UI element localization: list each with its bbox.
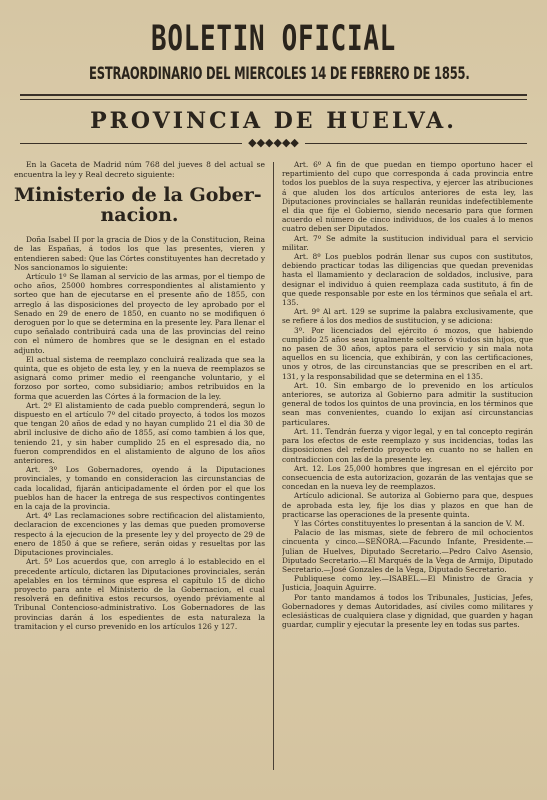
article-paragraph: Art. 12. Los 25,000 hombres que ingresan en el ejército por consecuencia de esta autorizacion, gozarán de las ventajas que se concedan en la nueva ley de reemplazos. bbox=[282, 463, 533, 492]
ministry-heading-line2: nacion. bbox=[100, 204, 179, 227]
article-paragraph: Art. 3º Los Gobernadores, oyendo á la Diputaciones provinciales, y tomando en consideracion las circunstancias de cada localidad, fijarán anticipadamente el órden por el que los pueblos han de hacer la entrega de sus respectivos contingentes en la caja de la provincia. bbox=[14, 465, 265, 512]
province-heading: PROVINCIA DE HUELVA. bbox=[90, 108, 457, 134]
article-paragraph: Y las Córtes constituyentes lo presentan á la sancion de V. M. bbox=[294, 518, 525, 528]
article-paragraph: Por tanto mandamos á todos los Tribunales, Justicias, Jefes, Gobernadores y demas Autoridades, así civiles como militares y eclesiásticas de cualquiera clase y dignidad, que guarden y hagan guardar, cumplir y ejecutar la presente ley en todas sus partes. bbox=[282, 592, 533, 630]
article-paragraph: Publiquese como ley.—ISABEL.—El Ministro de Gracia y Justicia, Joaquin Aguirre. bbox=[282, 574, 533, 593]
article-paragraph: Art. 11. Tendrán fuerza y vigor legal, y en tal concepto regirán para los efectos de este reemplazo y sus incidencias, todas las disposiciones del referido proyecto en cuanto no se hallen en contradiccion con las de la presente ley. bbox=[282, 426, 533, 464]
ornament-divider bbox=[20, 136, 527, 150]
column-divider bbox=[273, 162, 274, 770]
article-paragraph: Art. 7º Se admite la sustitucion individual para el servicio militar. bbox=[282, 233, 533, 252]
ministry-heading-line1: Ministerio de la Gober- bbox=[14, 184, 262, 207]
article-paragraph: Art. 9º Al art. 129 se suprime la palabra exclusivamente, que se refiere á los dos medios de sustitucion, y se adiciona: bbox=[282, 307, 533, 326]
article-paragraph: Doña Isabel II por la gracia de Dios y de la Constitucion, Reina de las Españas, á todos los que las presentes, vieren y entendieren sabed: Que las Córtes constituyentes han decretado y Nos sancionamos lo siguiente: bbox=[14, 235, 265, 272]
ornament-icon: ◆◆◆◆◆◆ bbox=[248, 136, 299, 149]
article-paragraph: Art. 5º Los acuerdos que, con arreglo á lo establecido en el precedente artículo, dictaren las Diputaciones provinciales, serán apelables en los términos que espresa el capítulo 15 de dicho proyecto para ante el Ministerio de la Gobernacion, el cual resolverá en definitiva estos recursos, oyendo préviamente al Tribunal Contencioso-administrativo. Los Gobernadores de las provincias darán á los espedientes de esta naturaleza la tramitacion y el curso prevenido en los artículos 126 y 127. bbox=[14, 557, 265, 631]
article-paragraph: Art. 4º Las reclamaciones sobre rectificacion del alistamiento, declaracion de excenciones y las demas que pueden promoverse respecto á la ejecucion de la presente ley y del proyecto de 29 de enero de 1850 á que se refiere, serán oidas y resueltas por las Diputaciones provinciales. bbox=[14, 511, 265, 558]
article-paragraph: El actual sistema de reemplazo concluirá realizada que sea la quinta, que es objeto de esta ley, y en la nueva de reemplazos se asignará como primer medio el reenganche voluntario, y el forzoso por sorteo, como subsidiario; ambos retribuidos en la forma que acuerden las Córtes á la formacion de la ley. bbox=[14, 354, 265, 401]
article-paragraph: Artículo 1º Se llaman al servicio de las armas, por el tiempo de ocho años, 25000 hombres correspondientes al alistamiento y sorteo que han de ejecutarse en el presente año de 1855, con arreglo á las disposiciones del proyecto de ley aprobado por el Senado en 29 de enero de 1850, en cuanto no se modifiquen ó deroguen por lo que se determina en la presente ley. Para llenar el cupo señalado contribuirá cada una de las provincias del reino con el número de hombres que se le designan en el estado adjunto. bbox=[14, 272, 265, 355]
article-paragraph: Art. 8º Los pueblos podrán llenar sus cupos con sustitutos, debiendo practicar todas las diligencias que quedan prevenidas hasta el llamamiento y declaracion de soldados, inclusive, para designar el individuo á quien reemplaza cada sustituto, á fin de que quede responsable por este en los términos que señala el art. 135. bbox=[282, 252, 533, 308]
article-paragraph: 3º. Por licenciados del ejército ó mozos, que habiendo cumplido 25 años sean igualmente solteros ó viudos sin hijos, que no pasen de 30 años, aptos para el servicio y sin mala nota aquellos en su licencia, que exhibirán, y con las certificaciones, unos y otros, de las circunstancias que se prescriben en el art. 131, y la responsabilidad que se determina en el 135. bbox=[282, 325, 533, 381]
right-column bbox=[282, 160, 533, 770]
divider-line-left bbox=[20, 143, 242, 144]
article-paragraph: Art. 6º A fin de que puedan en tiempo oportuno hacer el repartimiento del cupo que corresponda á cada provincia entre todos los pueblos de la suya respectiva, y ejercer las atribuciones á que aluden los dos artículos anteriores de esta ley, las Diputaciones provinciales se hallarán reunidas indefectiblemente el dia que fije el Gobierno, siendo necesario para que formen acuerdo el número de cinco individuos, de los cuales á lo menos cuatro deben ser Diputados. bbox=[282, 160, 533, 234]
left-column bbox=[14, 160, 265, 770]
article-paragraph: Palacio de las mismas, siete de febrero de mil ochocientos cincuenta y cinco.—SEÑORA.—Facundo Infante, Presidente.—Julian de Huelves, Diputado Secretario.—Pedro Calvo Asensio, Diputado Secretario.—El Marqués de la Vega de Armijo, Diputado Secretario.—José Gonzales de la Vega, Diputado Secretario. bbox=[282, 528, 533, 574]
divider-line-right bbox=[305, 143, 527, 144]
intro-paragraph: En la Gaceta de Madrid núm 768 del jueves 8 del actual se encuentra la ley y Real decreto siguiente: bbox=[14, 160, 265, 179]
article-paragraph: Art. 10. Sin embargo de lo prevenido en los artículos anteriores, se autoriza al Gobierno para admitir la sustitucion general de todos los quintos de una provincia, en los términos que sean mas convenientes, cuando lo exijan así circunstancias particulares. bbox=[282, 380, 533, 427]
article-paragraph: Artículo adicional. Se autoriza al Gobierno para que, despues de aprobada esta ley, fije los dias y plazos en que han de practicarse las operaciones de la presente quinta. bbox=[282, 491, 533, 519]
ministry-heading bbox=[14, 185, 265, 225]
newspaper-title: BOLETIN OFICIAL bbox=[150, 19, 396, 59]
article-columns bbox=[10, 160, 537, 770]
masthead-rule bbox=[20, 94, 527, 100]
edition-subtitle: ESTRAORDINARIO DEL MIERCOLES 14 DE FEBRERO DE 1855. bbox=[89, 64, 470, 83]
masthead bbox=[10, 0, 537, 150]
article-paragraph: Art. 2º El alistamiento de cada pueblo comprenderá, segun lo dispuesto en el artículo 7º del citado proyecto, á todos los mozos que tengan 20 años de edad y no hayan cumplido 21 el dia 30 de abril inclusive de dicho año de 1855, así como tambien á los que, teniendo 21, y sin haber cumplido 25 en el espresado dia, no fueron comprendidos en el alistamiento de alguno de los años anteriores. bbox=[14, 400, 265, 466]
